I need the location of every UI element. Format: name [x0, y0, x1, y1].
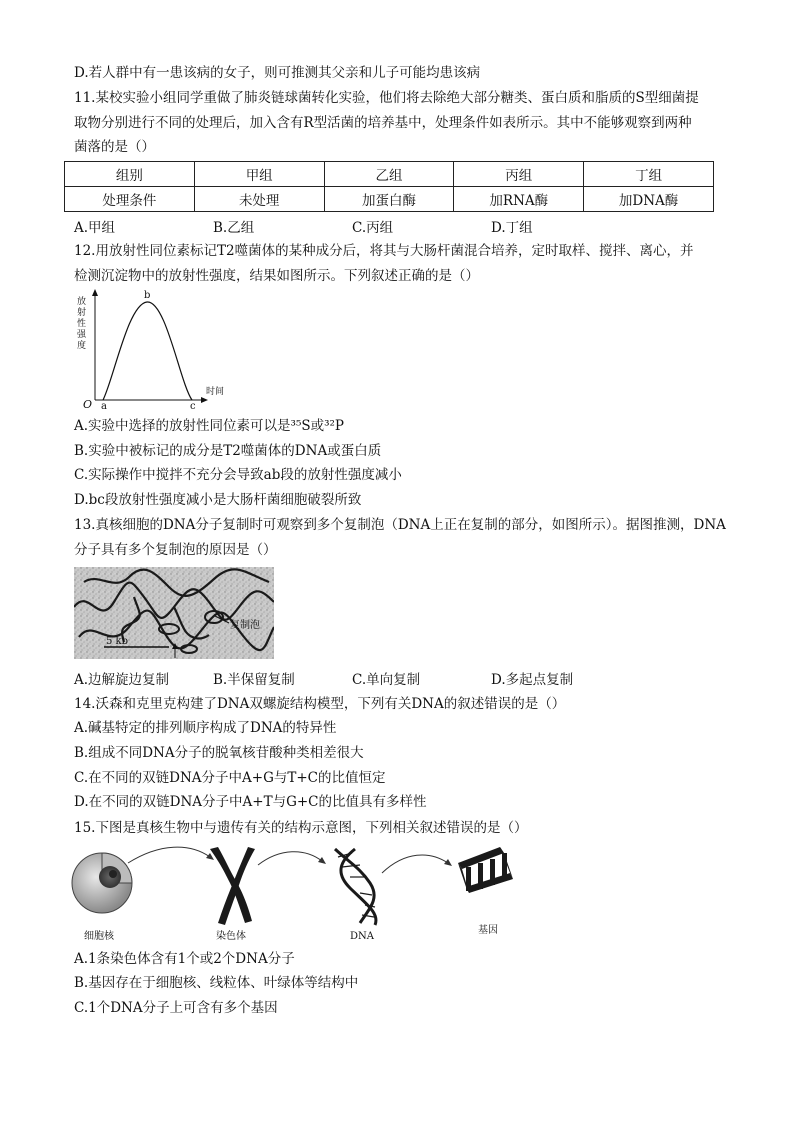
arrow-nucleus-to-chromosome [128, 847, 210, 863]
table-header-row [65, 162, 714, 187]
table-cell: 未处理 [194, 187, 324, 212]
q12-option-d: D.bc段放射性强度减小是大肠杆菌细胞破裂所致 [74, 492, 362, 508]
q15-option-a: A.1条染色体含有1个或2个DNA分子 [74, 951, 295, 967]
q13-replication-bubble-micrograph [74, 567, 274, 659]
q14-option-c: C.在不同的双链DNA分子中A+G与T+C的比值恒定 [74, 770, 386, 786]
q13-option-a: A.边解旋边复制 [74, 672, 170, 688]
q12-radioactivity-graph [74, 288, 244, 410]
q15-option-c: C.1个DNA分子上可含有多个基因 [74, 1000, 278, 1016]
q13-stem-line1: 13.真核细胞的DNA分子复制时可观察到多个复制泡（DNA上正在复制的部分，如图所示）。据图推测，DNA [74, 517, 726, 533]
table-cell: 加RNA酶 [454, 187, 584, 212]
q13-option-c: C.单向复制 [352, 672, 421, 688]
q11-option-b: B.乙组 [213, 220, 255, 236]
q14-option-d: D.在不同的双链DNA分子中A+T与G+C的比值具有多样性 [74, 794, 427, 810]
q12-option-c: C.实际操作中搅拌不充分会导致ab段的放射性强度减小 [74, 467, 402, 483]
q12-stem-line2: 检测沉淀物中的放射性强度，结果如图所示。下列叙述正确的是（） [74, 268, 479, 284]
gene-label: 基因 [478, 925, 498, 936]
bubble-label: 复制泡 [230, 620, 260, 631]
ylabel-char: 强 [77, 330, 87, 340]
nucleus-illustration [72, 853, 132, 913]
q13-options [74, 668, 714, 688]
q14-option-a: A.碱基特定的排列顺序构成了DNA的特异性 [74, 720, 337, 736]
nucleus-label: 细胞核 [84, 931, 114, 942]
q10-option-d: D.若人群中有一患该病的女子，则可推测其父亲和儿子可能均患该病 [74, 65, 481, 81]
q12-option-b: B.实验中被标记的成分是T2噬菌体的DNA或蛋白质 [74, 443, 382, 459]
table-cell: 加DNA酶 [584, 187, 714, 212]
q12-option-a: A.实验中选择的放射性同位素可以是³⁵S或³²P [74, 418, 345, 434]
q11-option-c: C.丙组 [352, 220, 394, 236]
q14-stem: 14.沃森和克里克构建了DNA双螺旋结构模型，下列有关DNA的叙述错误的是（） [74, 696, 566, 712]
table-cell: 丙组 [454, 162, 584, 187]
y-axis-label [77, 295, 87, 351]
table-cell: 甲组 [194, 162, 324, 187]
chromosome-illustration [210, 847, 255, 925]
ylabel-char: 放 [77, 297, 87, 307]
q11-stem-line3: 菌落的是（） [74, 139, 155, 155]
q15-option-b: B.基因存在于细胞核、线粒体、叶绿体等结构中 [74, 975, 359, 991]
radioactivity-curve [103, 302, 192, 400]
q11-option-d: D.丁组 [491, 220, 533, 236]
ylabel-char: 射 [77, 308, 87, 318]
arrow-head [206, 853, 214, 860]
dna-helix-illustration [335, 849, 376, 925]
dna-label: DNA [350, 931, 374, 942]
gene-segment-illustration [458, 847, 513, 893]
q15-genetic-structure-diagram [70, 843, 530, 943]
table-cell: 加蛋白酶 [324, 187, 454, 212]
ylabel-char: 性 [77, 319, 87, 329]
point-c-label: c [190, 401, 196, 410]
table-cell: 丁组 [584, 162, 714, 187]
q11-option-a: A.甲组 [74, 220, 116, 236]
arrow-chromosome-to-dna [258, 852, 322, 865]
arrow-dna-to-gene [382, 855, 448, 873]
table-row [65, 187, 714, 212]
point-b-label: b [144, 290, 151, 301]
q11-stem-line2: 取物分别进行不同的处理后，加入含有R型活菌的培养基中，处理条件如表所示。其中不能够观察到两种 [74, 115, 692, 131]
x-axis-arrow [201, 397, 208, 403]
x-axis-label: 时间 [206, 387, 225, 397]
point-a-label: a [101, 401, 107, 410]
ylabel-char: 度 [77, 341, 87, 351]
origin-label: O [83, 398, 93, 410]
q15-stem: 15.下图是真核生物中与遗传有关的结构示意图，下列相关叙述错误的是（） [74, 820, 528, 836]
q11-stem-line1: 11.某校实验小组同学重做了肺炎链球菌转化实验，他们将去除绝大部分糖类、蛋白质和脂质的S型细菌提 [74, 90, 699, 106]
chromosome-label: 染色体 [216, 931, 246, 942]
q13-stem-line2: 分子具有多个复制泡的原因是（） [74, 542, 277, 558]
table-cell: 乙组 [324, 162, 454, 187]
q13-option-b: B.半保留复制 [213, 672, 295, 688]
table-cell: 组别 [65, 162, 195, 187]
arrow-head [444, 859, 452, 866]
q12-stem-line1: 12.用放射性同位素标记T2噬菌体的某种成分后，将其与大肠杆菌混合培养，定时取样、搅拌、离心，并 [74, 243, 694, 259]
q13-option-d: D.多起点复制 [491, 672, 574, 688]
q11-condition-table [64, 161, 714, 212]
y-axis-arrow [92, 289, 98, 296]
table-cell: 处理条件 [65, 187, 195, 212]
scale-bar-label: 5 kb [106, 636, 129, 647]
q11-options [74, 216, 714, 236]
arrow-head [318, 857, 326, 864]
q14-option-b: B.组成不同DNA分子的脱氧核苷酸种类相差很大 [74, 745, 364, 761]
